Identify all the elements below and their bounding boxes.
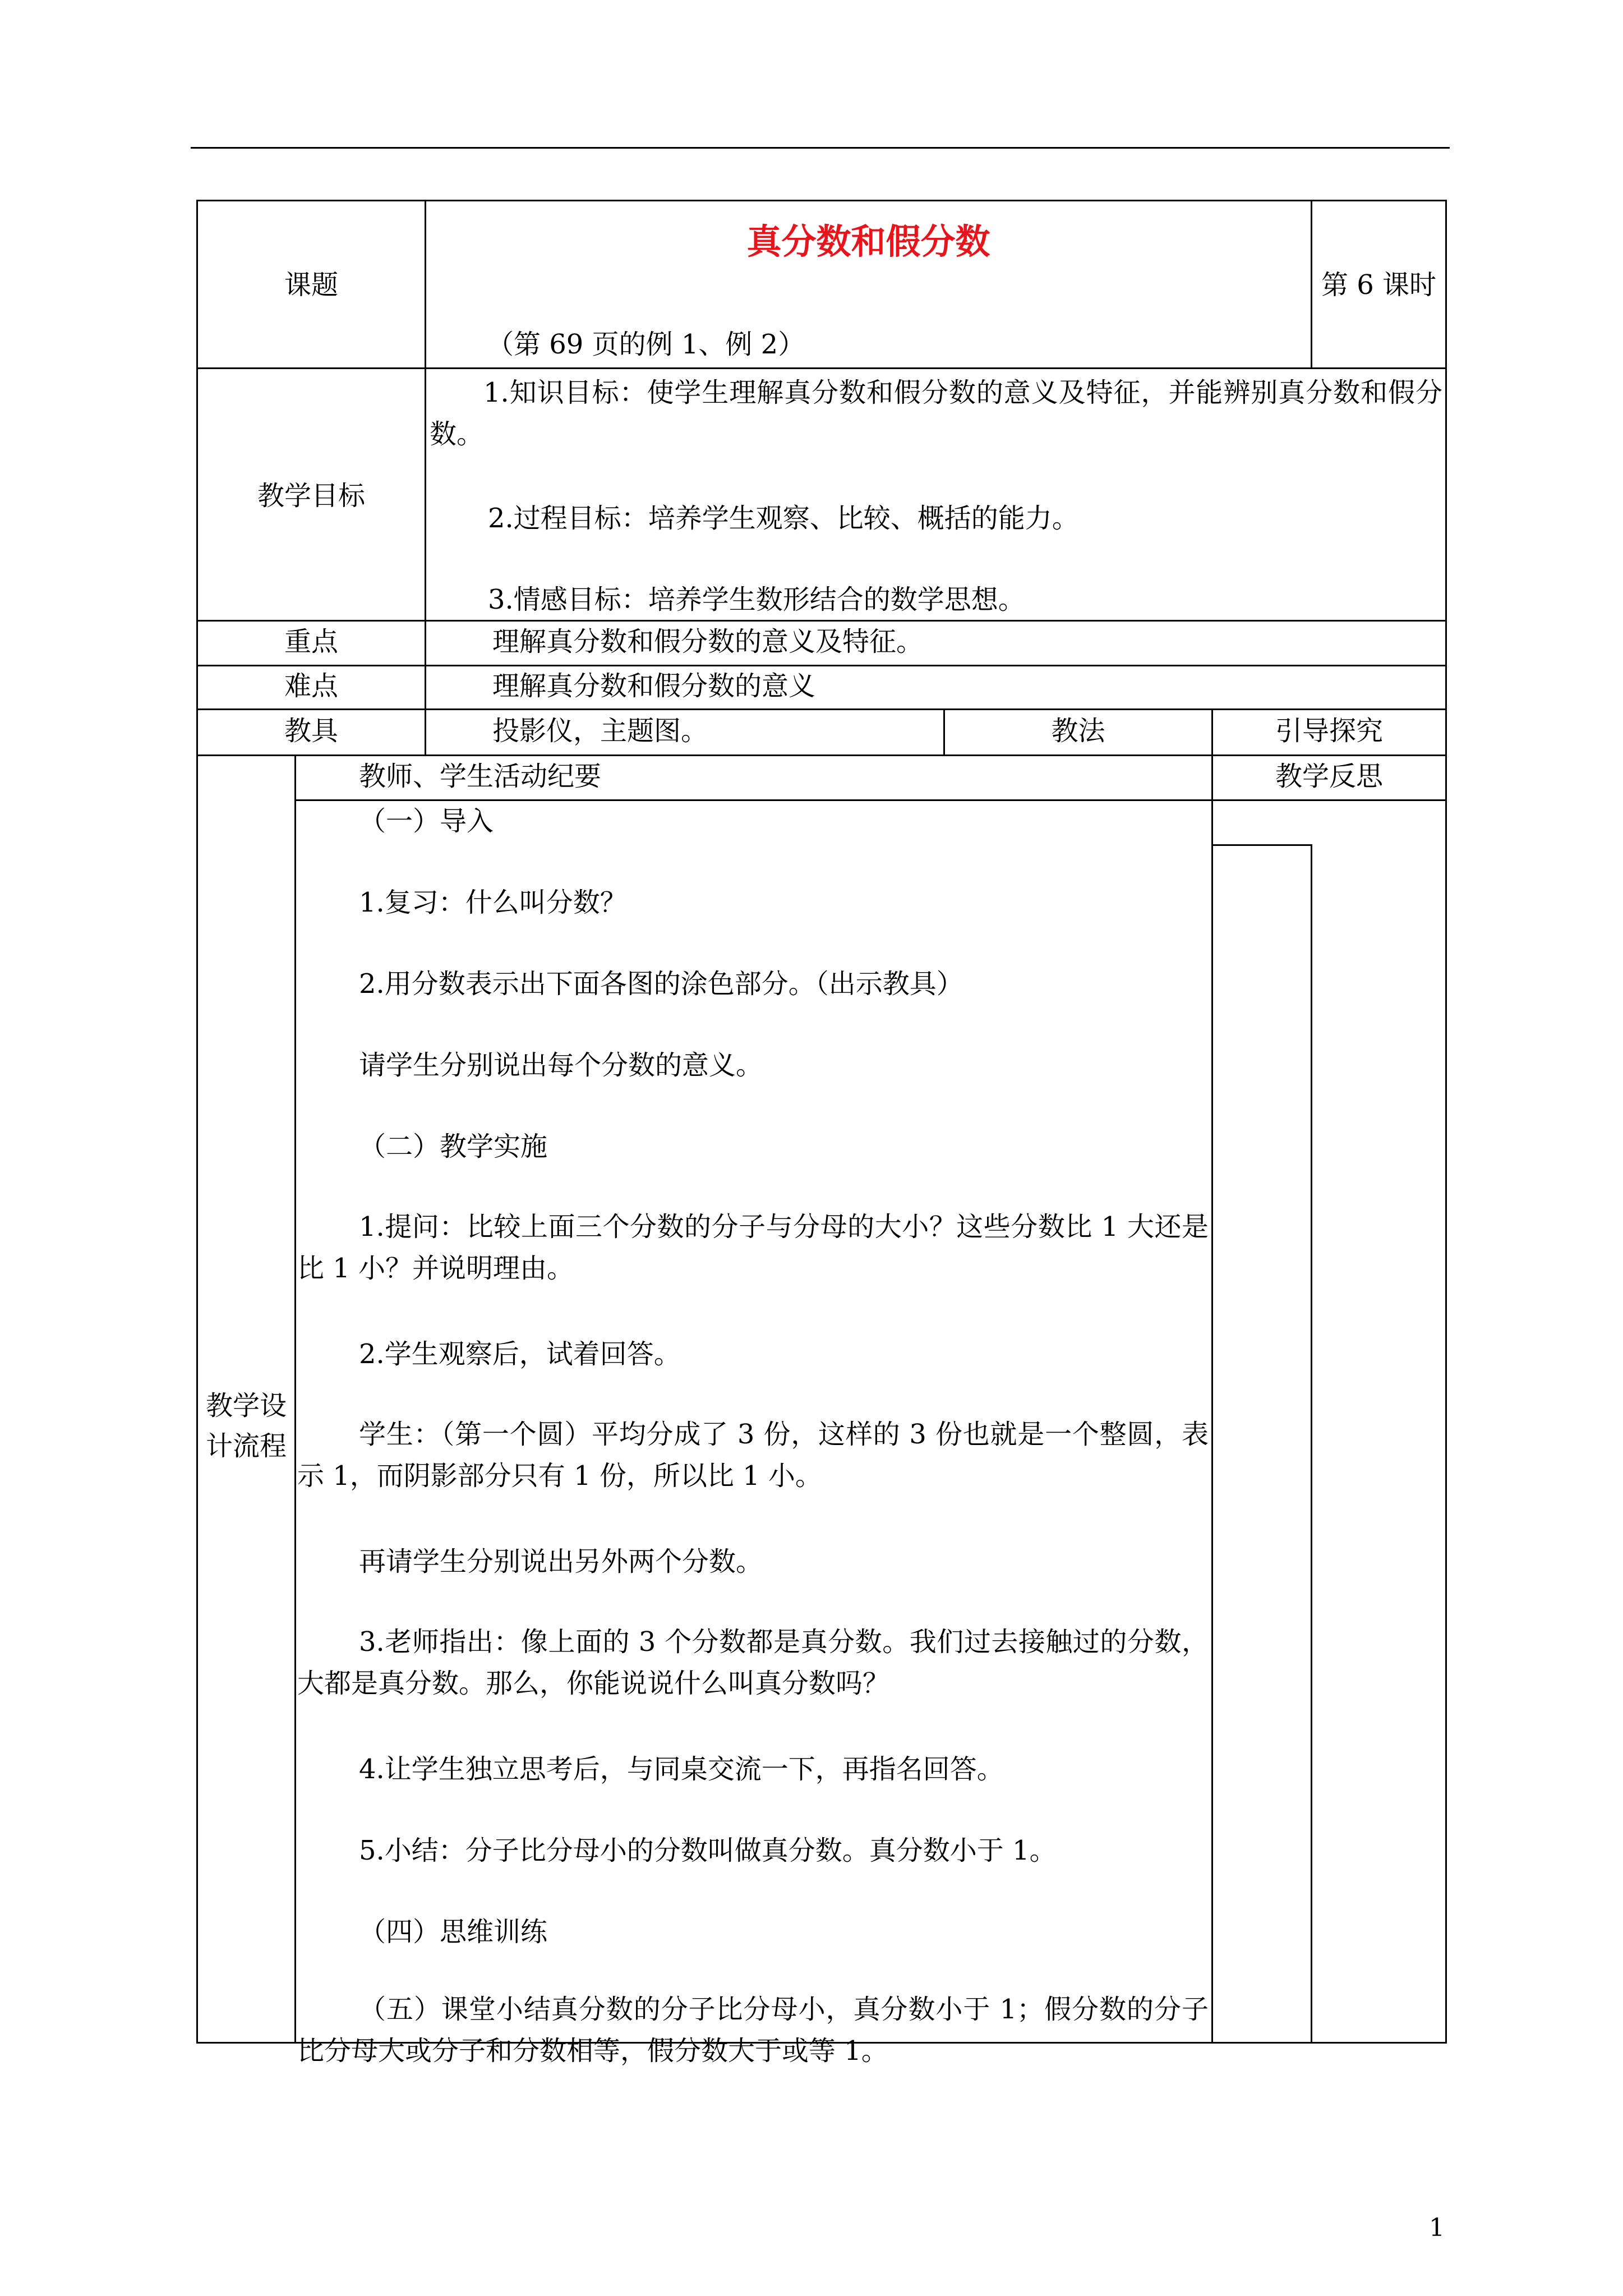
col-line [1311,844,1312,2044]
row-line [1211,844,1312,846]
key-point-label: 重点 [284,626,338,657]
lesson-title: 真分数和假分数 [746,221,990,262]
tools-label: 教具 [284,715,338,747]
flow-paragraph: 2.用分数表示出下面各图的涂色部分。（出示教具） [359,968,963,1000]
flow-label: 教学设计流程 [205,1390,287,1462]
flow-paragraph: （五）课堂小结真分数的分子比分母小，真分数小于 1；假分数的分子比分母大或分子和分数相等，假分数大于或等 1。 [297,1994,1209,2067]
tools-text: 投影仪，主题图。 [492,715,708,747]
lesson-period: 第 6 课时 [1321,269,1437,301]
flow-paragraph: 2.学生观察后，试着回答。 [359,1338,681,1370]
table-border-top [196,200,1447,201]
goal-item: 1.知识目标：使学生理解真分数和假分数的意义及特征，并能辨别真分数和假分数。 [430,377,1442,450]
goal-item: 3.情感目标：培养学生数形结合的数学思想。 [488,584,1025,615]
goal-item: 2.过程目标：培养学生观察、比较、概括的能力。 [488,503,1079,534]
difficulty-text: 理解真分数和假分数的意义 [492,670,816,702]
top-rule [191,147,1450,149]
lesson-label: 课题 [284,269,338,301]
key-point-text: 理解真分数和假分数的意义及特征。 [492,626,924,657]
method-text: 引导探究 [1275,715,1383,747]
flow-paragraph: 5.小结：分子比分母小的分数叫做真分数。真分数小于 1。 [359,1835,1057,1866]
row-line [294,799,1447,801]
flow-paragraph: （一）导入 [359,806,494,837]
goals-label: 教学目标 [257,480,365,512]
table-border-left [196,200,198,2044]
col-line [1211,708,1213,2044]
row-line [196,754,1447,756]
flow-paragraph: 3.老师指出：像上面的 3 个分数都是真分数。我们过去接触过的分数，大都是真分数。那么，你能说说什么叫真分数吗？ [297,1626,1209,1700]
col-line [425,200,426,756]
col-line [294,754,296,2044]
activities-header: 教师、学生活动纪要 [359,761,602,792]
flow-paragraph: 1.复习：什么叫分数？ [359,887,627,918]
method-label: 教法 [1051,715,1105,747]
table-border-right [1445,200,1447,2044]
flow-paragraph: （四）思维训练 [359,1916,548,1948]
lesson-source: （第 69 页的例 1、例 2） [487,329,805,360]
row-line [196,708,1447,710]
difficulty-label: 难点 [284,670,338,702]
flow-paragraph: 请学生分别说出每个分数的意义。 [359,1050,763,1081]
flow-paragraph: （二）教学实施 [359,1131,548,1162]
row-line [196,665,1447,666]
page-number: 1 [1429,2214,1445,2242]
flow-paragraph: 1.提问：比较上面三个分数的分子与分母的大小？这些分数比 1 大还是比 1 小？并说明理由。 [297,1211,1209,1285]
reflection-header: 教学反思 [1275,761,1383,792]
flow-paragraph: 4.让学生独立思考后，与同桌交流一下，再指名回答。 [359,1754,1004,1785]
flow-paragraph: 学生：（第一个圆）平均分成了 3 份，这样的 3 份也就是一个整圆，表示 1，而阴影部分只有 1 份，所以比 1 小。 [297,1419,1209,1492]
row-line [196,367,1447,369]
row-line [196,620,1447,622]
flow-paragraph: 再请学生分别说出另外两个分数。 [359,1546,763,1577]
